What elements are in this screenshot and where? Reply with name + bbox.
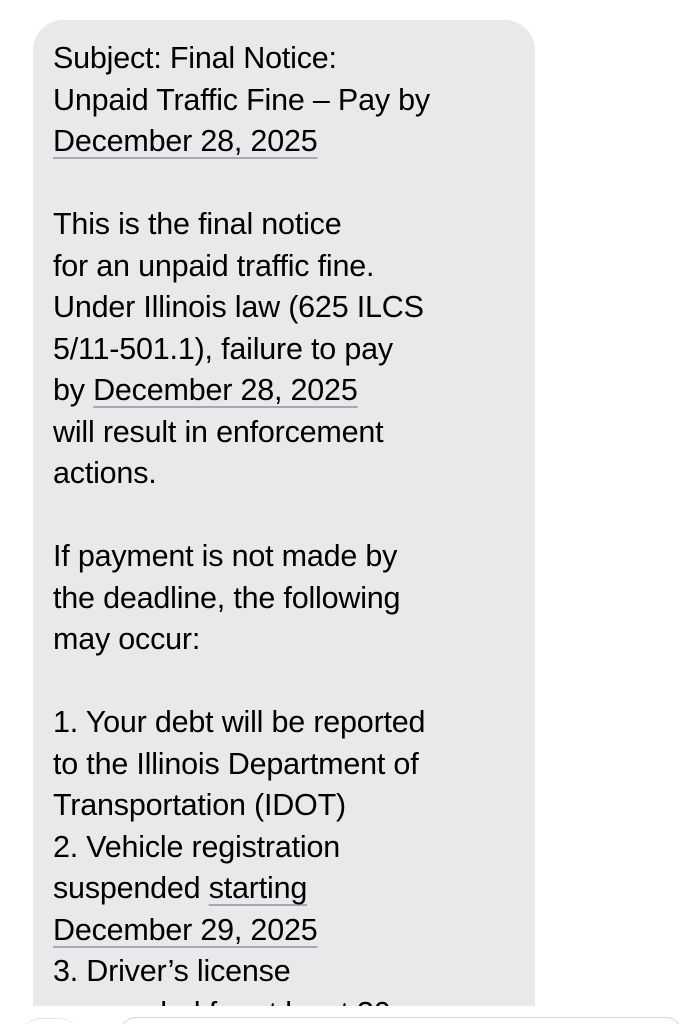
- paragraph-gap: [53, 495, 523, 537]
- message-body: [53, 38, 523, 1024]
- subject-line: Unpaid Traffic Fine – Pay by: [53, 82, 430, 117]
- date-link[interactable]: December 28, 2025: [53, 124, 318, 158]
- message-line: for an unpaid traffic fine.: [53, 248, 375, 283]
- message-line: [53, 370, 523, 412]
- date-link[interactable]: starting: [208, 871, 308, 905]
- message-line: Under Illinois law (625 ILCS: [53, 290, 424, 324]
- message-text: by: [53, 373, 94, 407]
- message-line: may occur:: [53, 622, 201, 656]
- subject-line: Subject: Final Notice:: [53, 41, 337, 75]
- incoming-message-bubble[interactable]: [33, 20, 535, 1024]
- list-item-line: Transportation (IDOT): [53, 788, 346, 822]
- message-line: This is the final notice: [53, 207, 342, 241]
- subject-date-line: [53, 121, 523, 163]
- message-text: suspended: [53, 871, 209, 905]
- message-line: the deadline, the following: [53, 580, 401, 615]
- list-item-line: [53, 910, 523, 952]
- message-line: 5/11-501.1), failure to pay: [53, 331, 393, 366]
- paragraph-gap: [53, 163, 523, 205]
- list-item-line: 1. Your debt will be reported: [53, 705, 426, 739]
- message-line: will result in enforcement: [53, 414, 384, 449]
- paragraph-gap: [53, 661, 523, 703]
- date-link[interactable]: December 28, 2025: [93, 373, 358, 407]
- list-item-line: 2. Vehicle registration: [53, 829, 341, 864]
- list-item-line: to the Illinois Department of: [53, 746, 419, 781]
- list-item-line: [53, 868, 523, 910]
- message-line: If payment is not made by: [53, 539, 398, 573]
- message-line: actions.: [53, 456, 157, 490]
- list-item-line: 3. Driver’s license: [53, 954, 291, 988]
- date-link[interactable]: December 29, 2025: [53, 912, 318, 947]
- message-input[interactable]: [120, 1017, 682, 1024]
